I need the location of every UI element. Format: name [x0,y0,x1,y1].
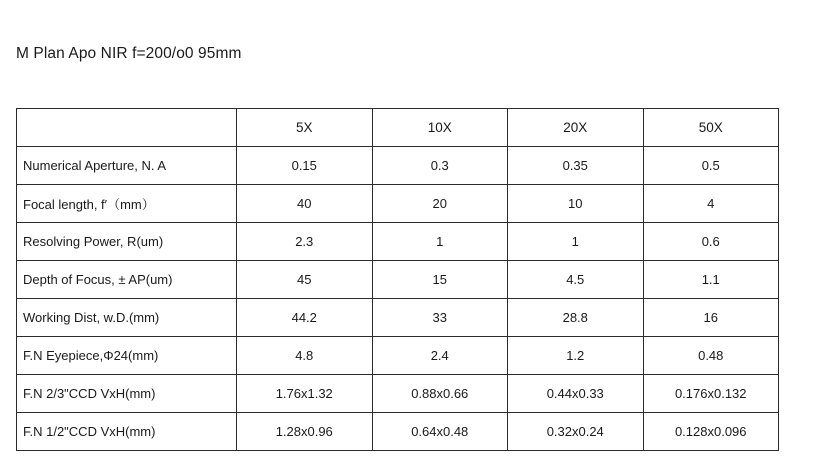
row-label: Working Dist, w.D.(mm) [17,299,237,337]
cell-value: 1 [508,223,644,261]
cell-value: 0.128x0.096 [643,413,779,451]
cell-value: 2.3 [237,223,373,261]
cell-value: 0.35 [508,147,644,185]
column-header-10x: 10X [372,109,508,147]
column-header-20x: 20X [508,109,644,147]
cell-value: 33 [372,299,508,337]
cell-value: 0.5 [643,147,779,185]
cell-value: 0.176x0.132 [643,375,779,413]
cell-value: 4.5 [508,261,644,299]
row-label: F.N 2/3"CCD VxH(mm) [17,375,237,413]
table-body [17,147,779,451]
cell-value: 0.3 [372,147,508,185]
cell-value: 44.2 [237,299,373,337]
cell-value: 0.6 [643,223,779,261]
row-label: F.N 1/2"CCD VxH(mm) [17,413,237,451]
cell-value: 28.8 [508,299,644,337]
table-row [17,413,779,451]
cell-value: 1.1 [643,261,779,299]
cell-value: 1.2 [508,337,644,375]
cell-value: 20 [372,185,508,223]
row-label: Resolving Power, R(um) [17,223,237,261]
table-header-row [17,109,779,147]
row-label: F.N Eyepiece,Φ24(mm) [17,337,237,375]
cell-value: 4 [643,185,779,223]
table-row [17,223,779,261]
column-header-5x: 5X [237,109,373,147]
table-row [17,185,779,223]
cell-value: 0.64x0.48 [372,413,508,451]
page-title: M Plan Apo NIR f=200/o0 95mm [16,45,242,62]
cell-value: 10 [508,185,644,223]
cell-value: 45 [237,261,373,299]
row-label: Focal length, f′（mm） [17,185,237,223]
cell-value: 0.88x0.66 [372,375,508,413]
table-row [17,299,779,337]
cell-value: 40 [237,185,373,223]
cell-value: 1.28x0.96 [237,413,373,451]
cell-value: 0.48 [643,337,779,375]
cell-value: 0.44x0.33 [508,375,644,413]
cell-value: 4.8 [237,337,373,375]
table-row [17,375,779,413]
specification-table [16,108,779,451]
cell-value: 16 [643,299,779,337]
cell-value: 0.15 [237,147,373,185]
cell-value: 2.4 [372,337,508,375]
row-label: Numerical Aperture, N. A [17,147,237,185]
cell-value: 0.32x0.24 [508,413,644,451]
table-row [17,261,779,299]
cell-value: 1.76x1.32 [237,375,373,413]
table-corner-cell [17,109,237,147]
table-row [17,147,779,185]
row-label: Depth of Focus, ± AP(um) [17,261,237,299]
column-header-50x: 50X [643,109,779,147]
cell-value: 15 [372,261,508,299]
cell-value: 1 [372,223,508,261]
spec-table-container [16,108,778,451]
table-row [17,337,779,375]
